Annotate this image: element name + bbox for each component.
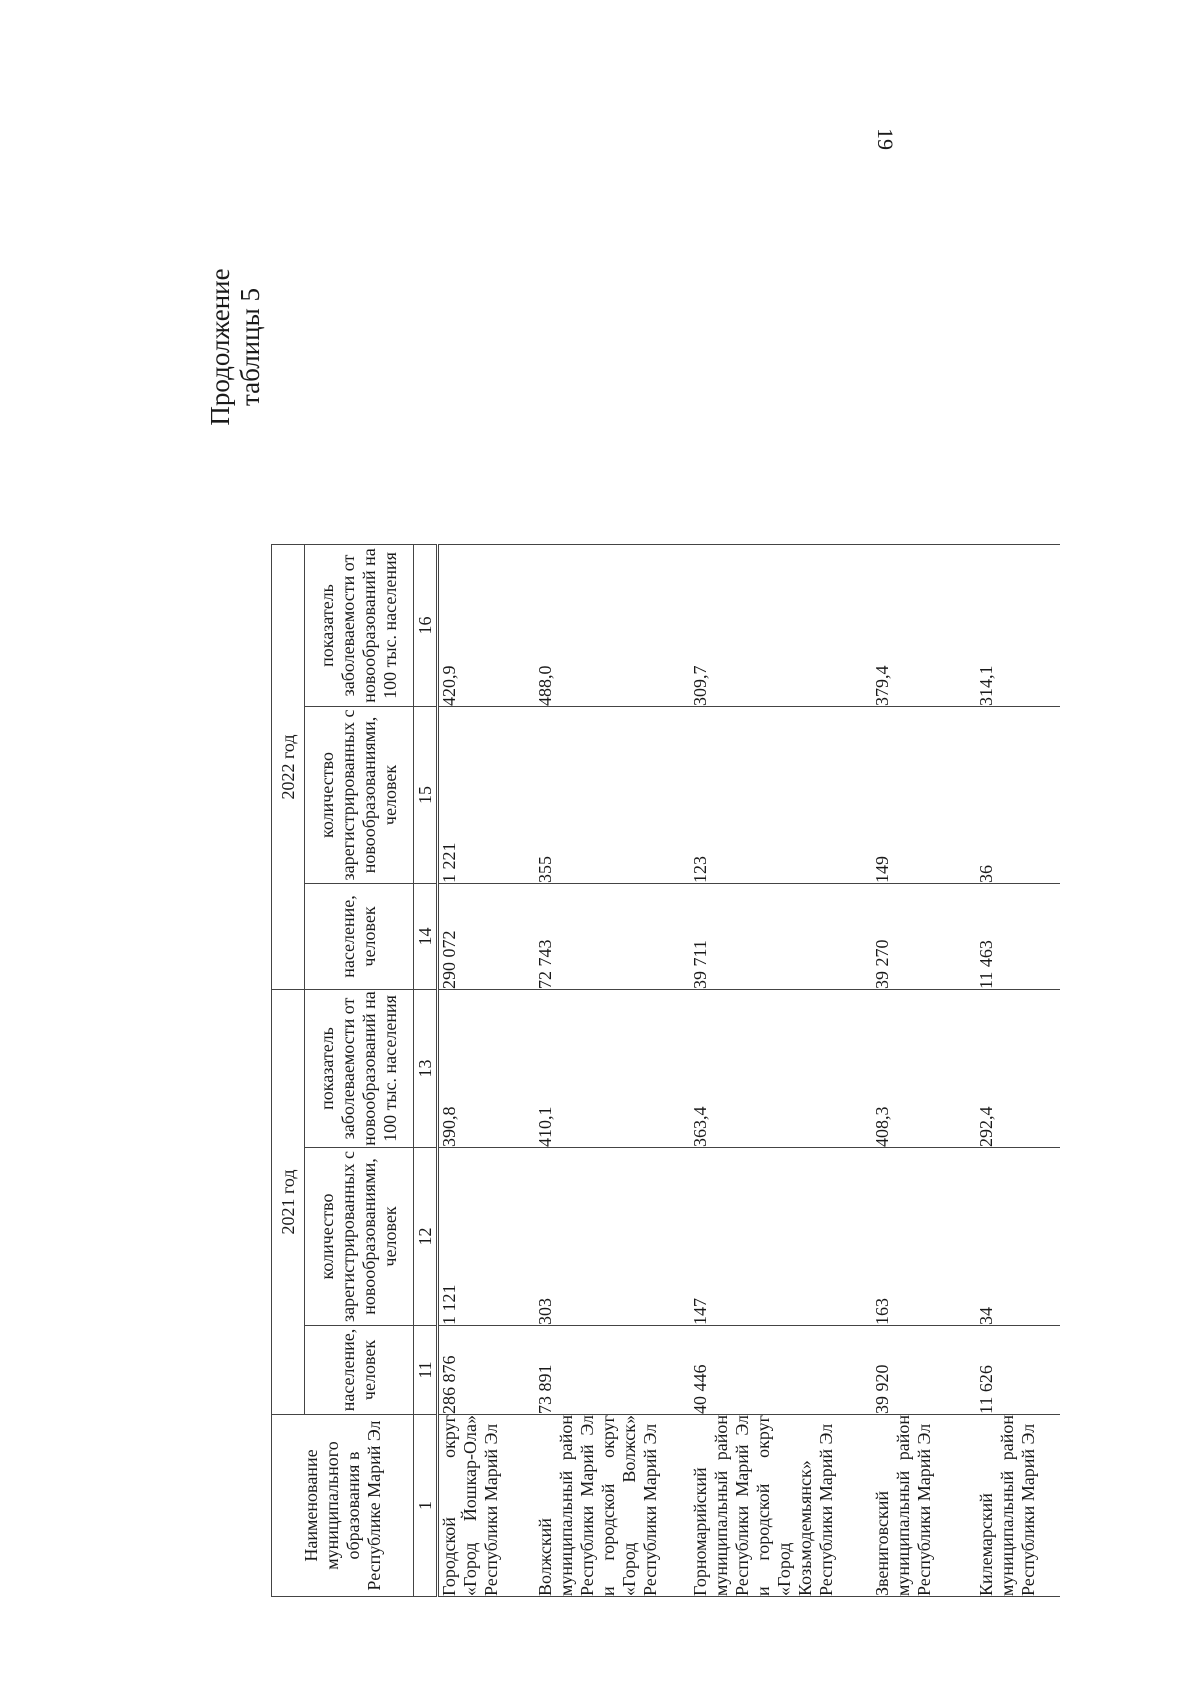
incidence-2021: 292,4 [976,990,1060,1148]
header-incidence-2022: показатель заболеваемости от новообразований на 100 тыс. населения [305,545,414,707]
registered-2022: 149 [872,707,976,884]
table-row [535,545,690,1597]
table-row [872,545,976,1597]
incidence-2021: 390,8 [438,990,535,1148]
population-2021: 39 920 [872,1326,976,1415]
col-number-1: 1 [414,1415,438,1597]
continuation-title: Продолжение таблицы 5 [205,268,265,426]
municipality-name: Горномарийский муниципальный район Республики Марий Эл и городской округ «Город Козьмодемьянск» Республики Марий Эл [690,1415,872,1597]
incidence-2021: 410,1 [535,990,690,1148]
population-2021: 73 891 [535,1326,690,1415]
registered-2021: 1 121 [438,1148,535,1326]
header-registered-2021: количество зарегистрированных с новообразованиями, человек [305,1148,414,1326]
col-number-13: 13 [414,990,438,1148]
municipality-name: Килемарский муниципальный район Республики Марий Эл [976,1415,1060,1597]
population-2022: 39 270 [872,884,976,990]
incidence-table [271,544,1060,1597]
population-2022: 72 743 [535,884,690,990]
registered-2022: 1 221 [438,707,535,884]
population-2021: 40 446 [690,1326,872,1415]
col-number-14: 14 [414,884,438,990]
header-municipality: Наименование муниципального образования в Республике Марий Эл [272,1415,414,1597]
population-2022: 11 463 [976,884,1060,990]
municipality-name: Волжский муниципальный район Республики Марий Эл и городской округ «Город Волжск» Республики Марий Эл [535,1415,690,1597]
incidence-2022: 314,1 [976,545,1060,707]
registered-2022: 36 [976,707,1060,884]
registered-2021: 147 [690,1148,872,1326]
header-year-2022: 2022 год [272,545,305,990]
header-population-2022: население, человек [305,884,414,990]
header-incidence-2021: показатель заболеваемости от новообразований на 100 тыс. населения [305,990,414,1148]
incidence-2022: 309,7 [690,545,872,707]
incidence-2021: 363,4 [690,990,872,1148]
registered-2021: 163 [872,1148,976,1326]
page-number: 19 [873,128,898,150]
municipality-name: Городской округ «Город Йошкар-Ола» Республики Марий Эл [438,1415,535,1597]
population-2021: 286 876 [438,1326,535,1415]
table-row [976,545,1060,1597]
table-row [438,545,535,1597]
registered-2021: 34 [976,1148,1060,1326]
incidence-2021: 408,3 [872,990,976,1148]
table-row [690,545,872,1597]
col-number-12: 12 [414,1148,438,1326]
col-number-15: 15 [414,707,438,884]
registered-2022: 355 [535,707,690,884]
incidence-2022: 420,9 [438,545,535,707]
population-2022: 39 711 [690,884,872,990]
population-2022: 290 072 [438,884,535,990]
registered-2021: 303 [535,1148,690,1326]
col-number-11: 11 [414,1326,438,1415]
registered-2022: 123 [690,707,872,884]
col-number-16: 16 [414,545,438,707]
header-registered-2022: количество зарегистрированных с новообразованиями, человек [305,707,414,884]
header-year-2021: 2021 год [272,990,305,1415]
incidence-2022: 379,4 [872,545,976,707]
header-population-2021: население, человек [305,1326,414,1415]
population-2021: 11 626 [976,1326,1060,1415]
municipality-name: Звениговский муниципальный район Республики Марий Эл [872,1415,976,1597]
incidence-2022: 488,0 [535,545,690,707]
